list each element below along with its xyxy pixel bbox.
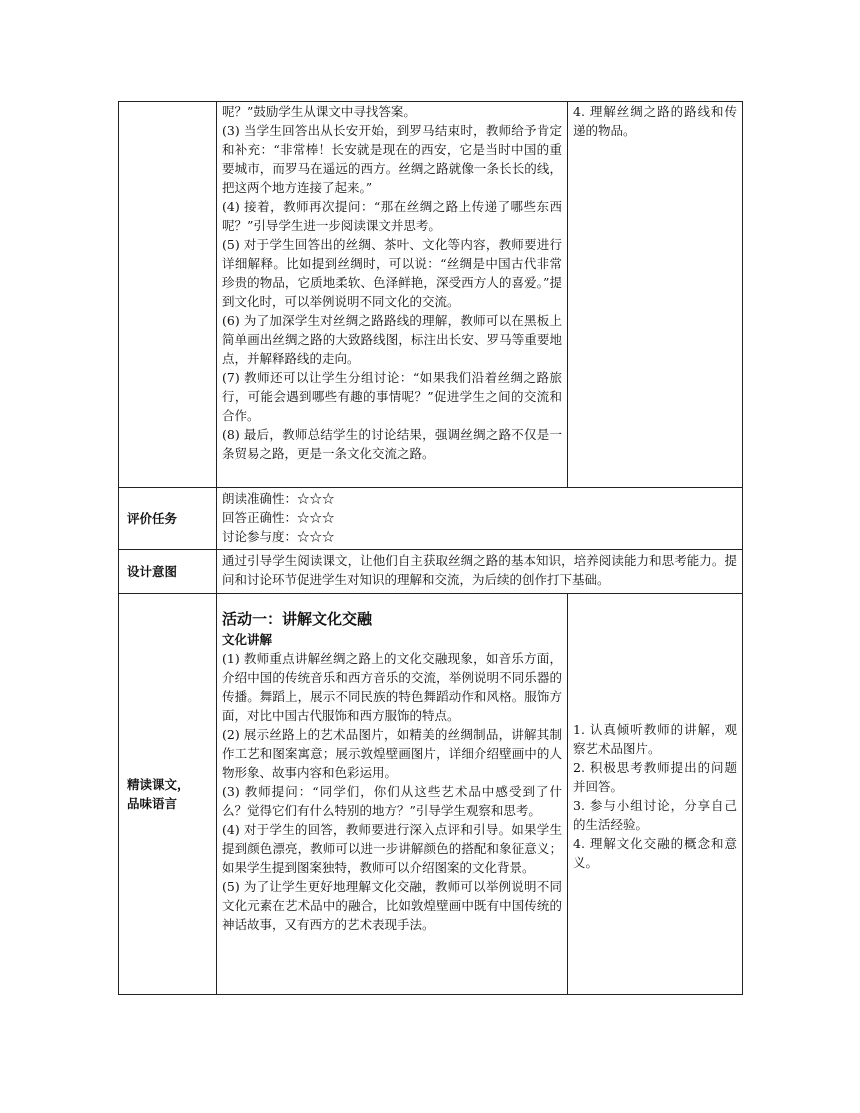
teacher-activity-cell: [217, 102, 568, 488]
paragraph: (8) 最后，教师总结学生的讨论结果，强调丝绸之路不仅是一条贸易之路，更是一条文化交流之路。: [222, 427, 562, 461]
student-item: 4. 理解文化交融的概念和意义。: [573, 836, 737, 870]
empty-label-cell: [119, 102, 217, 488]
paragraph: (5) 对于学生回答出的丝绸、茶叶、文化等内容，教师要进行详细解释。比如提到丝绸时，可以说：“丝绸是中国古代非常珍贵的物品，它质地柔软、色泽鲜艳，深受西方人的喜爱。”提到文化时，可以举例说明不同文化的交流。: [222, 237, 562, 309]
evaluation-label: 评价任务: [119, 488, 217, 550]
paragraph: (1) 教师重点讲解丝绸之路上的文化交融现象，如音乐方面，介绍中国的传统音乐和西方音乐的交流，举例说明不同乐器的传播。舞蹈上，展示不同民族的特色舞蹈动作和风格。服饰方面，对比中国古代服饰和西方服饰的特点。: [222, 651, 562, 723]
table-row: [119, 488, 743, 550]
reading-label-line: 精读课文，: [127, 777, 190, 792]
lesson-plan-table: [118, 101, 743, 995]
table-row: [119, 550, 743, 594]
student-item: 4. 理解丝绸之路的路线和传递的物品。: [573, 104, 737, 138]
design-cell: [217, 550, 743, 594]
student-item: 2. 积极思考教师提出的问题并回答。: [573, 760, 737, 794]
paragraph: (3) 当学生回答出从长安开始，到罗马结束时，教师给予肯定和补充：“非常棒！长安就是现在的西安，它是当时中国的重要城市，而罗马在遥远的西方。丝绸之路就像一条长长的线，把这两个地方连接了起来。”: [222, 123, 562, 195]
table-row: [119, 102, 743, 488]
student-list: [573, 720, 737, 872]
paragraph: (4) 接着，教师再次提问：“那在丝绸之路上传递了哪些东西呢？”引导学生进一步阅读课文并思考。: [222, 199, 562, 233]
evaluation-item: 朗读准确性：☆☆☆: [222, 491, 335, 506]
student-activity-cell: [568, 102, 743, 488]
design-text: 通过引导学生阅读课文，让他们自主获取丝绸之路的基本知识，培养阅读能力和思考能力。提问和讨论环节促进学生对知识的理解和交流，为后续的创作打下基础。: [222, 553, 737, 587]
paragraph: (2) 展示丝路上的艺术品图片，如精美的丝绸制品，讲解其制作工艺和图案寓意；展示敦煌壁画图片，详细介绍壁画中的人物形象、故事内容和色彩运用。: [222, 727, 562, 780]
table-row: [119, 594, 743, 995]
evaluation-cell: [217, 488, 743, 550]
activity-title: 活动一：讲解文化交融: [222, 610, 373, 628]
student-activity-cell: [568, 594, 743, 995]
reading-label: [119, 594, 217, 995]
student-item: 1. 认真倾听教师的讲解，观察艺术品图片。: [573, 722, 737, 756]
paragraph: (7) 教师还可以让学生分组讨论：“如果我们沿着丝绸之路旅行，可能会遇到哪些有趣的事情呢？”促进学生之间的交流和合作。: [222, 370, 562, 423]
paragraph: (5) 为了让学生更好地理解文化交融，教师可以举例说明不同文化元素在艺术品中的融合，比如敦煌壁画中既有中国传统的神话故事，又有西方的艺术表现手法。: [222, 879, 562, 932]
activity-subtitle: 文化讲解: [222, 632, 273, 647]
reading-label-line: 品味语言: [127, 796, 178, 811]
teacher-activity-cell: [217, 594, 568, 995]
design-label: 设计意图: [119, 550, 217, 594]
evaluation-item: 回答正确性：☆☆☆: [222, 510, 335, 525]
paragraph: (6) 为了加深学生对丝绸之路路线的理解，教师可以在黑板上简单画出丝绸之路的大致路线图，标注出长安、罗马等重要地点，并解释路线的走向。: [222, 313, 562, 366]
paragraph: (3) 教师提问：“同学们，你们从这些艺术品中感受到了什么？觉得它们有什么特别的地方？”引导学生观察和思考。: [222, 784, 562, 818]
paragraph: (4) 对于学生的回答，教师要进行深入点评和引导。如果学生提到颜色漂亮，教师可以进一步讲解颜色的搭配和象征意义；如果学生提到图案独特，教师可以介绍图案的文化背景。: [222, 822, 562, 875]
evaluation-item: 讨论参与度：☆☆☆: [222, 529, 335, 544]
paragraph: 呢？”鼓励学生从课文中寻找答案。: [222, 104, 416, 119]
student-item: 3. 参与小组讨论，分享自己的生活经验。: [573, 798, 737, 832]
